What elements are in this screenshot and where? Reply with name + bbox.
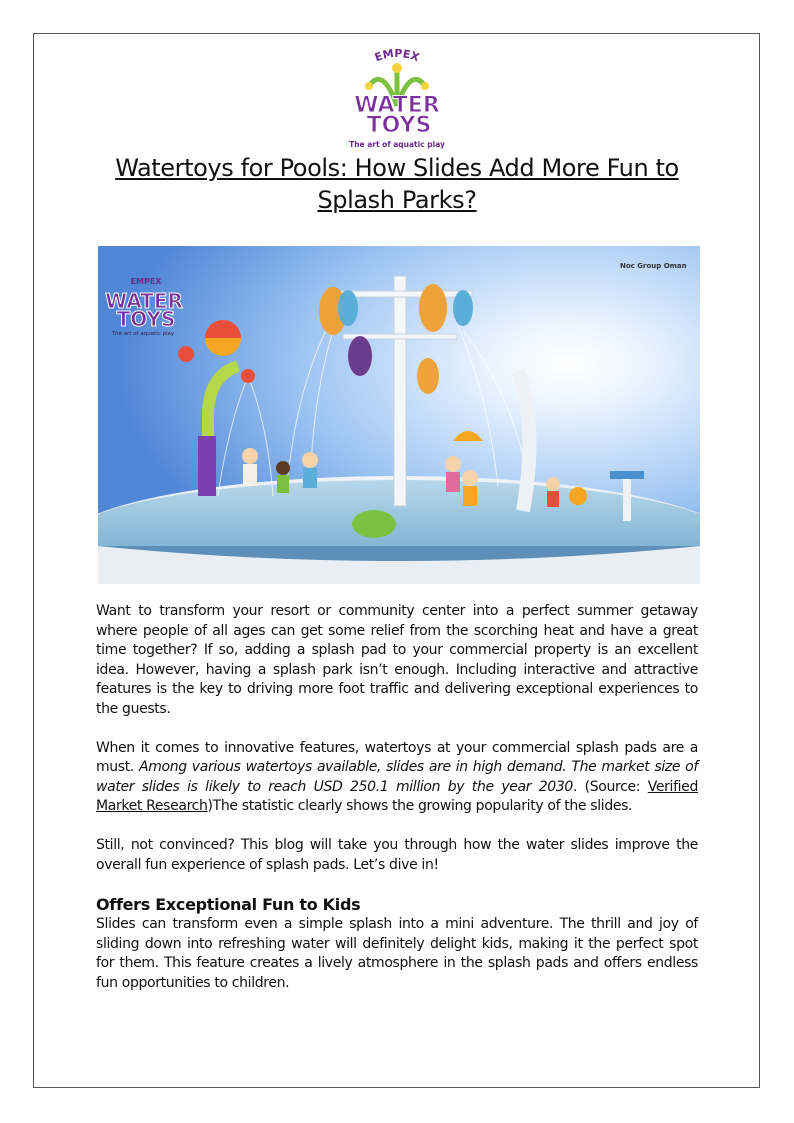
paragraph-fun-kids: Slides can transform even a simple splash into a mini adventure. The thrill and joy of sliding down into refreshing water will definitely delight kids, making it the perfect spot for them. This feature creates a lively atmosphere in the splash pads and offers endless fun opportunities to children. (96, 916, 698, 991)
paragraph-watertoys: When it comes to innovative features, watertoys at your commercial splash pads are a must. Among various watertoys available, slides are in high demand. The market size of water slides is likely to reach USD 250.1 million by the year 2030. (Source: Verified Market Research)The statistic clearly shows the growing popularity of the slides. (96, 739, 698, 815)
empex-watertoys-logo (343, 46, 451, 154)
svg-text:TOYS: TOYS (116, 307, 176, 331)
svg-text:Noc Group Oman: Noc Group Oman (620, 262, 687, 270)
market-statistic: Among various watertoys available, slides are in high demand. The market size of water slides is likely to reach USD 250.1 million by the year 2030 (96, 759, 698, 795)
svg-text:The art of aquatic play: The art of aquatic play (111, 331, 175, 337)
svg-text:EMPEX: EMPEX (372, 46, 422, 65)
svg-text:WATER: WATER (105, 289, 183, 313)
svg-text:WATER: WATER (354, 93, 440, 118)
paragraph-dive-in: Still, not convinced? This blog will take you through how the water slides improve the overall fun experience of splash pads. Let’s dive in! (96, 836, 698, 873)
section-heading: Offers Exceptional Fun to Kids (96, 895, 361, 915)
paragraph-intro: Want to transform your resort or community center into a perfect summer getaway where people of all ages can get some relief from the scorching heat and have a great time together? If so, adding a splash pad to your commercial property is an excellent idea. However, having a splash park isn’t enough. Including interactive and attractive features is the key to driving more foot traffic and delivering exceptional experiences to the guests. (96, 603, 698, 717)
svg-text:TOYS: TOYS (366, 113, 432, 138)
hero-image (98, 246, 700, 584)
source-link[interactable]: Verified Market Research (96, 778, 698, 815)
page-title: Watertoys for Pools: How Slides Add More Fun to Splash Parks? (115, 154, 679, 214)
svg-text:The art of aquatic play: The art of aquatic play (349, 140, 445, 149)
svg-text:EMPEX: EMPEX (130, 277, 162, 286)
article-body (96, 602, 698, 1013)
